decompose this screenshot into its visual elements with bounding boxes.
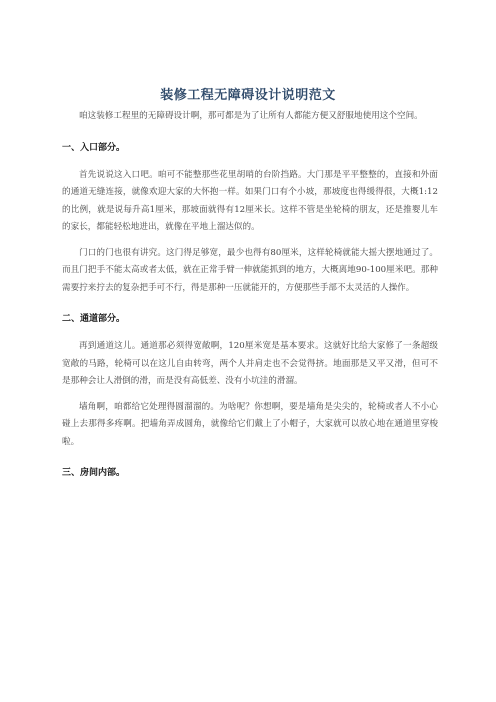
intro-paragraph: 咱这装修工程里的无障碍设计啊，那可都是为了让所有人都能方便又舒服地使用这个空间。 [79,111,423,121]
document-body [62,108,438,482]
section-heading-corridor: 二、通道部分。 [62,314,126,324]
entrance-paragraph-2: 门口的门也很有讲究。这门得足够宽，最少也得有80厘米，这样轮椅就能大摇大摆地通过了。而且门把手不能太高或者太低，就在正常手臂一伸就能抓到的地方，大概离地90-100厘米吧。那种需要拧来拧去的复杂把手可不行，得是那种一压就能开的，方便那些手部不太灵活的人操作。 [62,247,438,293]
section-heading-entrance: 一、入口部分。 [62,142,126,153]
document-title: 装修工程无障碍设计说明范文 [160,88,336,103]
entrance-paragraph-1: 首先说说这入口吧。咱可不能整那些花里胡哨的台阶挡路。大门那是平平整整的，直接和外面的通道无缝连接，就像欢迎大家的大怀抱一样。如果门口有个小坡，那坡度也得缓得很，大概1:12的比例，就是说每升高1厘米，那坡面就得有12厘米长。这样不管是坐轮椅的朋友，还是推婴儿车的家长，都能轻松地进出，就像在平地上溜达似的。 [62,169,438,232]
section-heading-room-interior: 三、房间内部。 [62,468,126,478]
corridor-paragraph-2: 墙角啊，咱都给它处理得圆溜溜的。为啥呢？你想啊，要是墙角是尖尖的，轮椅或者人不小心碰上去那得多疼啊。把墙角弄成圆角，就像给它们戴上了小帽子，大家就可以放心地在通道里穿梭啦。 [62,401,438,447]
corridor-paragraph-1: 再到通道这儿。通道那必须得宽敞啊，120厘米宽是基本要求。这就好比给大家修了一条超级宽敞的马路，轮椅可以在这儿自由转弯，两个人并肩走也不会觉得挤。地面那是又平又滑，但可不是那种会让人滑倒的滑，而是没有高低差、没有小坑洼的滑溜。 [62,341,438,386]
